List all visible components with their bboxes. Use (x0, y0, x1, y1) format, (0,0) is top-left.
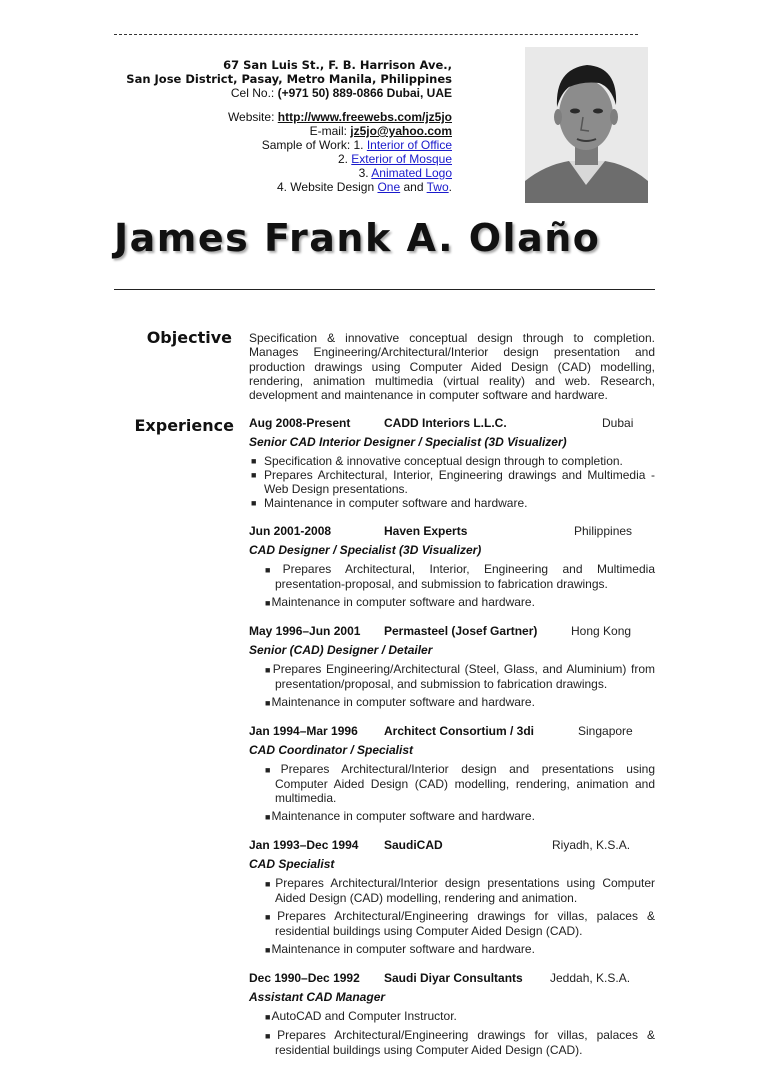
website-label: Website: (227, 110, 278, 124)
website-two-link[interactable]: Two (426, 180, 449, 194)
duty-item (249, 762, 655, 805)
job-duties (249, 876, 655, 957)
bullet-icon: ■ (265, 765, 280, 775)
duty-text: Maintenance in computer software and hardware. (264, 496, 528, 510)
duty-text: Maintenance in computer software and hardware. (271, 695, 535, 709)
job-title: CAD Coordinator / Specialist (249, 743, 414, 757)
job-location: Hong Kong (571, 624, 632, 638)
samples-label: Sample of Work: (261, 138, 354, 152)
bullet-icon: ■ (265, 812, 271, 822)
duty-text: Specification & innovative conceptual design through to completion. (264, 454, 623, 468)
duty-item (249, 909, 655, 938)
job-dates: Dec 1990–Dec 1992 (249, 971, 360, 985)
email-row (126, 124, 452, 138)
duty-item (249, 1028, 655, 1057)
contact-block (126, 58, 452, 194)
sample-3-num: 3. (358, 166, 372, 180)
bullet-icon: ■ (251, 470, 257, 480)
experience-list (249, 416, 655, 1071)
duty-item (249, 1009, 655, 1024)
job-dates: Aug 2008-Present (249, 416, 351, 430)
bullet-icon: ■ (265, 1031, 277, 1041)
profile-photo (525, 47, 648, 203)
job-entry (249, 624, 655, 710)
website-one-link[interactable]: One (377, 180, 401, 194)
job-entry (249, 524, 655, 610)
job-dates: Jan 1993–Dec 1994 (249, 838, 359, 852)
bullet-icon: ■ (265, 1012, 271, 1022)
samples-row-1 (126, 138, 452, 152)
job-duties (249, 762, 655, 824)
job-duties (249, 1009, 655, 1057)
job-title: Senior CAD Interior Designer / Specialist (3D Visualizer) (249, 435, 567, 449)
duty-item (249, 809, 655, 824)
duty-text: Prepares Architectural/Interior design and presentations using Computer Aided Design (CAD) modelling, rendering, animation and multimedia. (275, 762, 655, 805)
website-link[interactable]: http://www.freewebs.com/jz5jo (277, 110, 452, 124)
job-location: Dubai (602, 416, 634, 430)
top-dashed-divider (114, 34, 638, 35)
duty-text: Prepares Architectural/Engineering drawings for villas, palaces & residential buildings using Computer Aided Design (CAD). (275, 909, 656, 938)
samples-row-3 (126, 166, 452, 180)
sample-2-num: 2. (337, 152, 352, 166)
duty-text: Prepares Architectural/Engineering drawings for villas, palaces & residential buildings using Computer Aided Design (CAD). (275, 1028, 656, 1057)
job-location: Jeddah, K.S.A. (550, 971, 631, 985)
job-duties (249, 662, 655, 710)
duty-text: Prepares Architectural, Interior, Engineering drawings and Multimedia - Web Design presentations. (264, 468, 655, 496)
duty-item (249, 595, 655, 610)
job-duties (249, 562, 655, 610)
job-dates: May 1996–Jun 2001 (249, 624, 361, 638)
job-entry (249, 838, 655, 957)
job-title: Assistant CAD Manager (249, 990, 386, 1004)
job-company: SaudiCAD (384, 838, 443, 852)
job-dates: Jun 2001-2008 (249, 524, 332, 538)
address-line-1: 67 San Luis St., F. B. Harrison Ave., (223, 58, 452, 72)
job-dates: Jan 1994–Mar 1996 (249, 724, 358, 738)
cel-number (126, 86, 452, 100)
bullet-icon: ■ (265, 665, 272, 675)
objective-text: Specification & innovative conceptual design through to completion. Manages Engineering/Architectural/Interior design presentation and production drawings using Computer Aided Design (CAD) modelling, rendering, animation multimedia (virtual reality) and web. Research, development and maintenance in computer software and hardware. (249, 331, 655, 403)
job-company: CADD Interiors L.L.C. (384, 416, 507, 430)
sample-logo-link[interactable]: Animated Logo (371, 166, 452, 180)
job-title: CAD Designer / Specialist (3D Visualizer) (249, 543, 482, 557)
duty-text: Prepares Architectural, Interior, Engineering and Multimedia presentation-proposal, and submission to fabrication drawings. (275, 562, 655, 591)
sample-mosque-link[interactable]: Exterior of Mosque (351, 152, 452, 166)
duty-text: Maintenance in computer software and hardware. (271, 942, 535, 956)
job-company: Haven Experts (384, 524, 468, 538)
bullet-icon: ■ (251, 456, 257, 466)
bullet-icon: ■ (265, 698, 271, 708)
duty-item (249, 468, 655, 496)
duty-text: Prepares Engineering/Architectural (Steel, Glass, and Aluminium) from presentation/proposal, and submission to fabrication drawings. (272, 662, 655, 691)
job-entry (249, 724, 655, 824)
email-label: E-mail: (309, 124, 351, 138)
bullet-icon: ■ (251, 498, 257, 508)
job-company: Architect Consortium / 3di (384, 724, 535, 738)
duty-text: Maintenance in computer software and hardware. (271, 595, 535, 609)
sample-4-end: . (448, 180, 452, 194)
bullet-icon: ■ (265, 565, 282, 575)
candidate-name: James Frank A. Olaño (114, 216, 601, 260)
job-location: Singapore (578, 724, 633, 738)
duty-item (249, 562, 655, 591)
bullet-icon: ■ (265, 598, 271, 608)
website-row (126, 110, 452, 124)
cel-value: (+971 50) 889-0866 Dubai, UAE (277, 86, 452, 100)
job-company: Permasteel (Josef Gartner) (384, 624, 538, 638)
job-entry (249, 971, 655, 1057)
job-duties (249, 454, 655, 510)
duty-text: AutoCAD and Computer Instructor. (271, 1009, 457, 1023)
header-rule (114, 289, 655, 290)
job-title: Senior (CAD) Designer / Detailer (249, 643, 433, 657)
bullet-icon: ■ (265, 945, 271, 955)
duty-item (249, 496, 655, 510)
bullet-icon: ■ (265, 879, 275, 889)
job-entry (249, 416, 655, 510)
job-title: CAD Specialist (249, 857, 335, 871)
job-company: Saudi Diyar Consultants (384, 971, 523, 985)
samples-row-4 (126, 180, 452, 194)
duty-item (249, 876, 655, 905)
sample-4-text: 4. Website Design (276, 180, 378, 194)
objective-heading: Objective (146, 328, 232, 347)
sample-4-and: and (400, 180, 427, 194)
address-line-2: San Jose District, Pasay, Metro Manila, Philippines (126, 72, 452, 86)
duty-item (249, 454, 655, 468)
job-location: Philippines (574, 524, 633, 538)
job-location: Riyadh, K.S.A. (552, 838, 631, 852)
duty-text: Prepares Architectural/Interior design presentations using Computer Aided Design (CAD) modelling, rendering and animation. (275, 876, 656, 905)
duty-item (249, 695, 655, 710)
duty-text: Maintenance in computer software and hardware. (271, 809, 535, 823)
experience-heading: Experience (134, 416, 234, 435)
sample-1-num: 1. (353, 138, 367, 152)
email-link[interactable]: jz5jo@yahoo.com (350, 124, 452, 138)
cel-label: Cel No.: (230, 86, 278, 100)
duty-item (249, 942, 655, 957)
sample-interior-link[interactable]: Interior of Office (366, 138, 452, 152)
bullet-icon: ■ (265, 912, 277, 922)
samples-row-2 (126, 152, 452, 166)
duty-item (249, 662, 655, 691)
